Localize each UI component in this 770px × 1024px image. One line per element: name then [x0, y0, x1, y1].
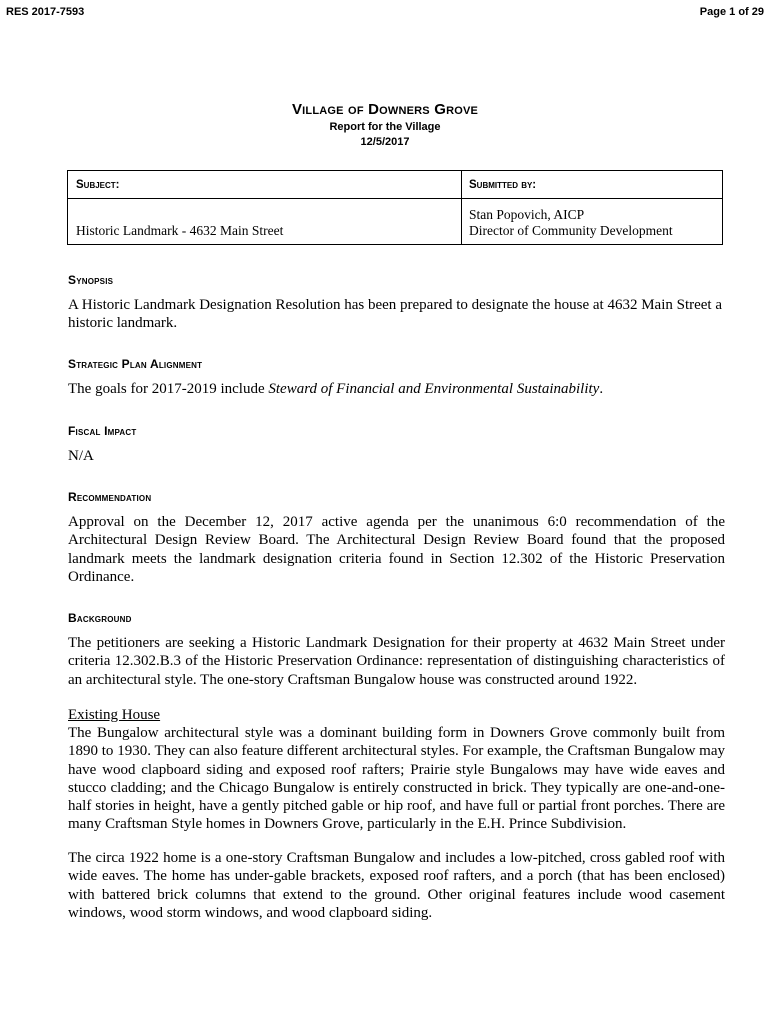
- strategic-goal: Steward of Financial and Environmental Sustainability: [268, 381, 600, 397]
- submitter-title: Director of Community Development: [469, 223, 673, 238]
- subject-value: Historic Landmark - 4632 Main Street: [76, 223, 284, 238]
- fiscal-text: N/A: [68, 448, 94, 464]
- fiscal-heading: Fiscal Impact: [68, 424, 137, 438]
- submitted-by-label: Submitted by:: [469, 179, 537, 191]
- circa-text: The circa 1922 home is a one-story Craftsman Bungalow and includes a low-pitched, cross gabled roof with wide eaves. The home has under-gable brackets, exposed roof rafters, and a porch (that has been enclosed) with battered brick columns that extend to the ground. Other original features include wood casement windows, wood storm windows, and wood clapboard siding.: [68, 850, 725, 921]
- document-id: RES 2017-7593: [6, 6, 85, 18]
- table-divider-vertical: [461, 171, 462, 244]
- submitter-name: Stan Popovich, AICP: [469, 207, 585, 222]
- subject-table: [67, 170, 723, 245]
- existing-house-subheading: Existing House: [68, 707, 161, 723]
- background-text: The petitioners are seeking a Historic Landmark Designation for their property at 4632 Main Street under criteria 12.302.B.3 of the Historic Preservation Ordinance: representation of distinguishing characteristics of an architectural style. The one-story Craftsman Bungalow house was constructed around 1922.: [68, 635, 725, 688]
- existing-house-text: The Bungalow architectural style was a dominant building form in Downers Grove commonly built from 1890 to 1930. They can also feature different architectural styles. For example, the Craftsman Bungalow may have wood clapboard siding and exposed roof rafters; Prairie style Bungalows may have wide eaves and stucco cladding; and the Chicago Bungalow is entirely constructed in brick. They typically are one-and-one-half stories in height, have a gently pitched gable or hip roof, and have full or partial front porches. There are many Craftsman Style homes in Downers Grove, particularly in the E.H. Prince Subdivision.: [68, 725, 725, 833]
- strategic-text-end: .: [599, 381, 604, 397]
- subject-label: Subject:: [76, 179, 120, 191]
- report-date: 12/5/2017: [360, 136, 410, 148]
- page-number: Page 1 of 29: [699, 6, 764, 18]
- recommendation-heading: Recommendation: [68, 490, 152, 504]
- strategic-text-start: The goals for 2017-2019 include: [68, 381, 269, 397]
- strategic-heading: Strategic Plan Alignment: [68, 357, 203, 371]
- recommendation-text: Approval on the December 12, 2017 active agenda per the unanimous 6:0 recommendation of the Architectural Design Review Board. The Architectural Design Review Board found that the proposed landmark meets the landmark designation criteria found in Section 12.302 of the Historic Preservation Ordinance.: [68, 514, 725, 585]
- synopsis-heading: Synopsis: [68, 273, 114, 287]
- synopsis-text: A Historic Landmark Designation Resolution has been prepared to designate the house at 4632 Main Street a historic landmark.: [68, 297, 723, 332]
- strategic-text: [68, 380, 725, 398]
- page-title: Village of Downers Grove: [291, 101, 479, 118]
- report-subtitle: Report for the Village: [329, 121, 441, 133]
- background-heading: Background: [68, 611, 132, 625]
- table-divider-horizontal: [68, 198, 722, 199]
